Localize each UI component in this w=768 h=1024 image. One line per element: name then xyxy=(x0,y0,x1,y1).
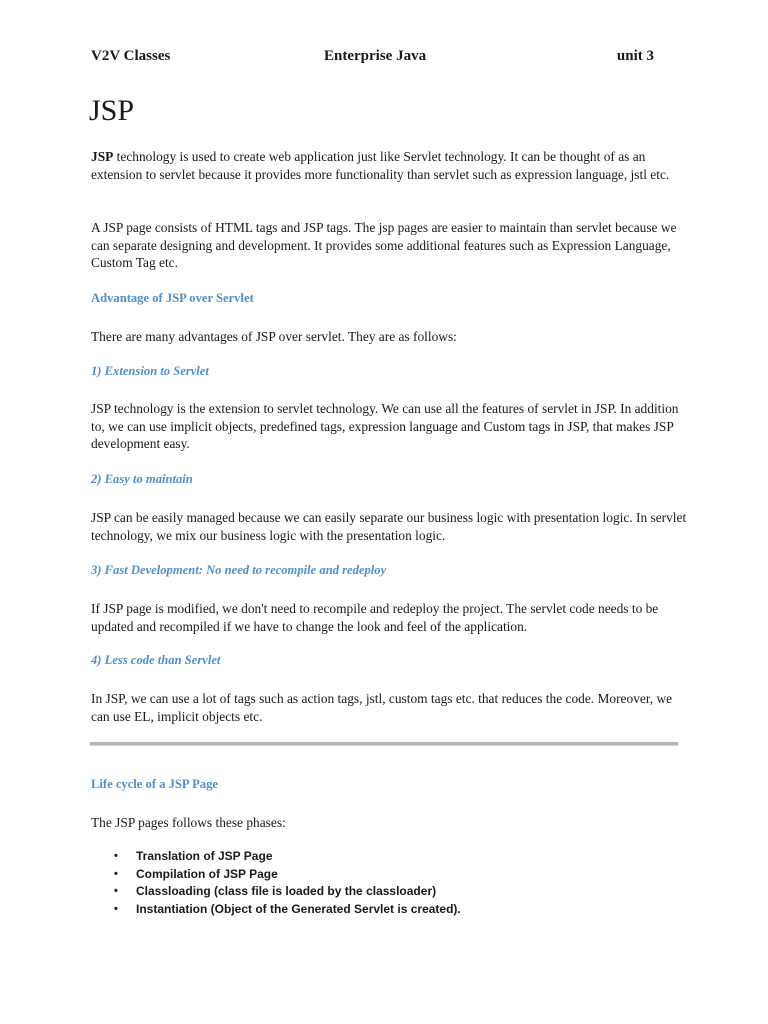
lifecycle-lead: The JSP pages follows these phases: xyxy=(91,815,286,830)
bullet-icon: • xyxy=(114,867,118,880)
paragraph-2: A JSP page consists of HTML tags and JSP tags. The jsp pages are easier to maintain than servlet because we can separate designing and development. It provides some additional features such as Expression Language, Custom Tag etc. xyxy=(91,220,677,271)
list-item xyxy=(114,848,461,866)
advantages-heading: Advantage of JSP over Servlet xyxy=(91,291,254,305)
advantages-lead: There are many advantages of JSP over servlet. They are as follows: xyxy=(91,329,457,344)
horizontal-divider xyxy=(90,742,678,746)
header-center: Enterprise Java xyxy=(324,48,427,64)
lifecycle-phase-list xyxy=(114,848,461,918)
bullet-icon: • xyxy=(114,850,118,862)
list-item xyxy=(114,866,461,884)
advantage-4-title: 4) Less code than Servlet xyxy=(91,653,221,667)
advantage-1-text: JSP technology is the extension to servlet technology. We can use all the features of servlet in JSP. In addition to, we can use implicit objects, predefined tags, expression language and Custom tags in JSP, that makes JSP development easy. xyxy=(91,401,679,452)
list-item xyxy=(114,883,461,901)
intro-text: technology is used to create web application just like Servlet technology. It can be thought of as an extension to servlet because it provides more functionality than servlet such as expression language, jstl etc. xyxy=(91,149,670,182)
header-left: V2V Classes xyxy=(91,48,171,64)
phase-label: Instantiation (Object of the Generated Servlet is created). xyxy=(136,901,461,916)
intro-paragraph xyxy=(91,148,691,183)
phase-label: Classloading (class file is loaded by the classloader) xyxy=(136,884,437,899)
phase-label: Compilation of JSP Page xyxy=(136,866,278,881)
intro-bold-term: JSP xyxy=(91,149,114,164)
advantage-2-text: JSP can be easily managed because we can easily separate our business logic with presentation logic. In servlet technology, we mix our business logic with the presentation logic. xyxy=(91,510,687,543)
lifecycle-heading: Life cycle of a JSP Page xyxy=(91,777,218,791)
advantage-3-title: 3) Fast Development: No need to recompile and redeploy xyxy=(91,563,387,577)
list-item xyxy=(114,901,461,919)
bullet-icon: • xyxy=(114,902,118,915)
advantage-4-text: In JSP, we can use a lot of tags such as action tags, jstl, custom tags etc. that reduces the code. Moreover, we can use EL, implicit objects etc. xyxy=(91,691,673,724)
bullet-icon: • xyxy=(114,885,118,898)
page-header xyxy=(91,48,654,70)
header-right: unit 3 xyxy=(616,48,654,64)
page-title: JSP xyxy=(89,94,135,127)
advantage-3-text: If JSP page is modified, we don't need to recompile and redeploy the project. The servlet code needs to be updated and recompiled if we have to change the look and feel of the application. xyxy=(91,601,659,634)
advantage-1-title: 1) Extension to Servlet xyxy=(91,364,209,378)
phase-label: Translation of JSP Page xyxy=(136,849,273,863)
advantage-2-title: 2) Easy to maintain xyxy=(91,472,193,486)
